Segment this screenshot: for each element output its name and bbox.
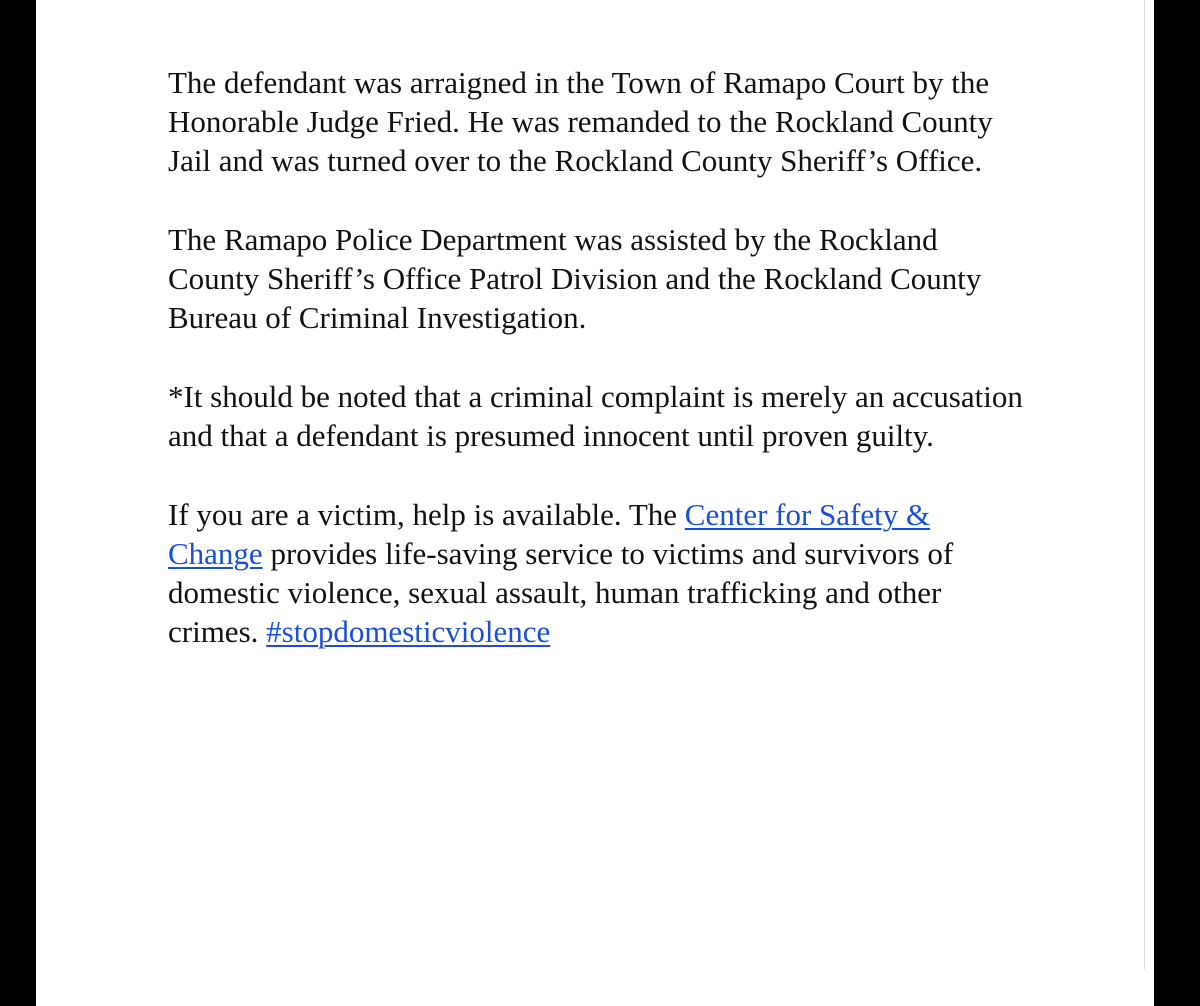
paragraph-disclaimer: *It should be noted that a criminal complaint is merely an accusation and that a defendant is presumed innocent until proven guilty. (168, 379, 1023, 453)
help-middle-text: provides life-saving service to victims and survivors of domestic violence, sexual assault, human trafficking and other crimes. (168, 536, 954, 649)
paragraph-assistance: The Ramapo Police Department was assisted by the Rockland County Sheriff’s Office Patrol Division and the Rockland County Bureau of Criminal Investigation. (168, 222, 982, 335)
scrollbar[interactable] (1144, 0, 1153, 972)
paragraph-help (168, 495, 1028, 651)
help-intro-text: If you are a victim, help is available. The (168, 497, 685, 532)
document-page[interactable] (36, 0, 1154, 1006)
document-body (168, 0, 1028, 691)
center-for-safety-link[interactable]: Center for Safety & Change (168, 497, 931, 571)
hashtag-link[interactable]: #stopdomesticviolence (266, 614, 551, 649)
paragraph-arraignment: The defendant was arraigned in the Town of Ramapo Court by the Honorable Judge Fried. He was remanded to the Rockland County Jail and was turned over to the Rockland County Sheriff’s Office. (168, 65, 993, 178)
